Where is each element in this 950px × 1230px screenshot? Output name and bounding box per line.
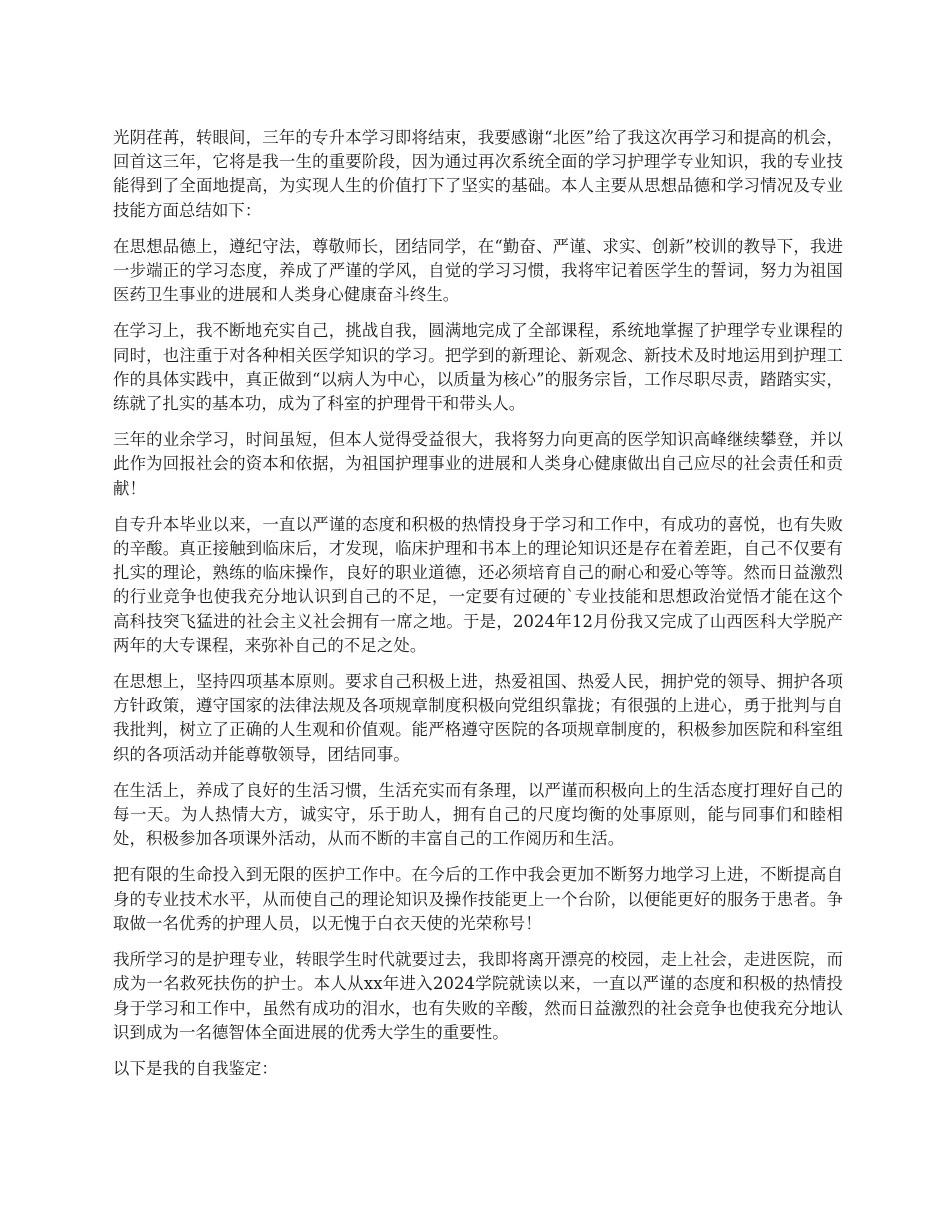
paragraph-nursing-major: 我所学习的是护理专业，转眼学生时代就要过去，我即将离开漂亮的校园，走上社会，走进医院，而成为一名救死扶伤的护士。本人从xx年进入2024学院就读以来，一直以严谨的态度和积极的热情投身于学习和工作中，虽然有成功的泪水，也有失败的辛酸，然而日益激烈的社会竞争也使我充分地认识到成为一名德智体全面进展的优秀大学生的重要性。 xyxy=(113,950,843,1042)
paragraph-study: 在学习上，我不断地充实自己，挑战自我，圆满地完成了全部课程，系统地掌握了护理学专业课程的同时，也注重于对各种相关医学知识的学习。把学到的新理论、新观念、新技术及时地运用到护理工作的具体实践中，真正做到“以病人为中心，以质量为核心”的服务宗旨，工作尽职尽责，踏踏实实，练就了扎实的基本功，成为了科室的护理骨干和带头人。 xyxy=(113,321,843,414)
paragraph-thought: 在思想上，坚持四项基本原则。要求自己积极上进，热爱祖国、热爱人民，拥护党的领导、拥护各项方针政策，遵守国家的法律法规及各项规章制度积极向党组织靠拢；有很强的上进心，勇于批判与自我批判，树立了正确的人生观和价值观。能严格遵守医院的各项规章制度的，积极参加医院和科室组织的各项活动并能尊敬领导，团结同事。 xyxy=(113,672,843,764)
paragraph-ideology-morality: 在思想品德上，遵纪守法，尊敬师长，团结同学，在“勤奋、严谨、求实、创新”校训的教导下，我进一步端正的学习态度，养成了严谨的学风，自觉的学习习惯，我将牢记着医学生的誓词，努力为祖国医药卫生事业的进展和人类身心健康奋斗终生。 xyxy=(113,236,843,305)
paragraph-intro: 光阴荏苒，转眼间，三年的专升本学习即将结束，我要感谢“北医”给了我这次再学习和提高的机会，回首这三年，它将是我一生的重要阶段，因为通过再次系统全面的学习护理学专业知识，我的专业技能得到了全面地提高，为实现人生的价值打下了坚实的基础。本人主要从思想品德和学习情况及专业技能方面总结如下： xyxy=(113,128,843,220)
paragraph-self-appraisal-lead: 以下是我的自我鉴定： xyxy=(113,1058,278,1078)
paragraph-life: 在生活上，养成了良好的生活习惯，生活充实而有条理，以严谨而积极向上的生活态度打理好自己的每一天。为人热情大方，诚实守，乐于助人，拥有自己的尺度均衡的处事原则，能与同事们和睦相处，积极参加各项课外活动，从而不断的丰富自己的工作阅历和生活。 xyxy=(113,780,843,849)
document-body xyxy=(113,126,843,1093)
paragraph-since-graduation: 自专升本毕业以来，一直以严谨的态度和积极的热情投身于学习和工作中，有成功的喜悦，也有失败的辛酸。真正接触到临床后，才发现，临床护理和书本上的理论知识还是存在着差距，自己不仅要有扎实的理论，熟练的临床操作，良好的职业道德，还必须培育自己的耐心和爱心等等。然而日益激烈的行业竞争也使我充分地认识到自己的不足，一定要有过硬的`专业技能和思想政治觉悟才能在这个高科技突飞猛进的社会主义社会拥有一席之地。于是，2024年12月份我又完成了山西医科大学脱产两年的大专课程，来弥补自己的不足之处。 xyxy=(113,514,843,655)
paragraph-part-time-study: 三年的业余学习，时间虽短，但本人觉得受益很大，我将努力向更高的医学知识高峰继续攀登，并以此作为回报社会的资本和依据，为祖国护理事业的进展和人类身心健康做出自己应尽的社会责任和贡献！ xyxy=(113,430,843,498)
paragraph-future: 把有限的生命投入到无限的医护工作中。在今后的工作中我会更加不断努力地学习上进，不断提高自身的专业技术水平，从而使自己的理论知识及操作技能更上一个台阶，以便能更好的服务于患者。争取做一名优秀的护理人员，以无愧于白衣天使的光荣称号！ xyxy=(113,865,843,933)
